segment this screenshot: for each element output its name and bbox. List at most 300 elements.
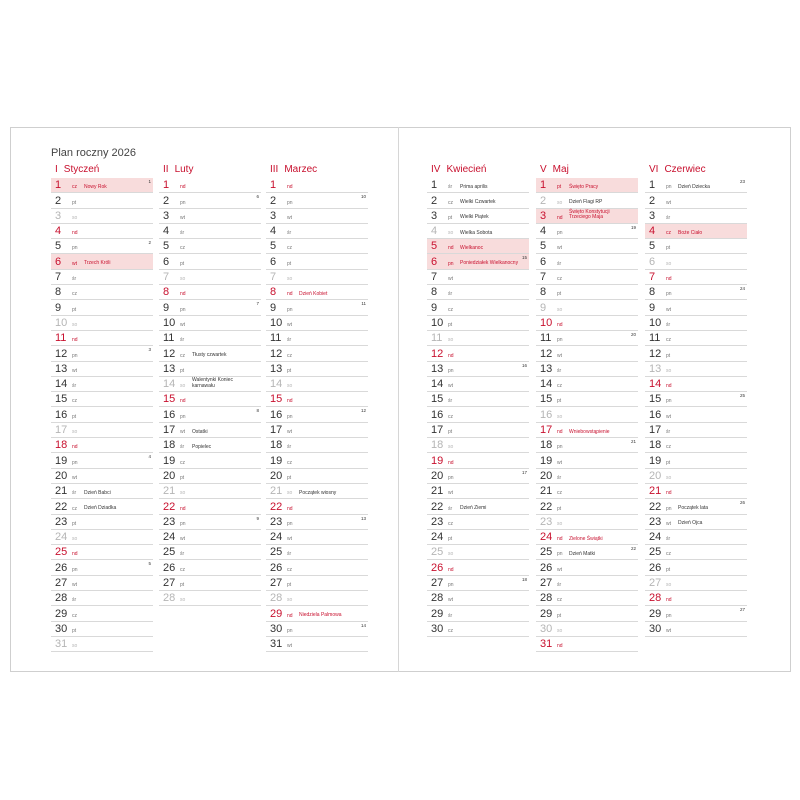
day-number: 19 bbox=[649, 454, 662, 467]
weekday-abbrev: cz bbox=[180, 245, 185, 252]
day-row bbox=[51, 346, 153, 361]
day-row bbox=[51, 209, 153, 224]
weekday-abbrev: cz bbox=[448, 199, 453, 206]
day-number: 8 bbox=[540, 286, 547, 299]
day-number: 27 bbox=[649, 577, 662, 590]
day-row bbox=[159, 239, 261, 254]
weekday-abbrev: wt bbox=[666, 413, 671, 420]
weekday-abbrev: pn bbox=[557, 337, 563, 344]
day-row bbox=[266, 300, 368, 315]
month-name: Czerwiec bbox=[664, 164, 706, 175]
weekday-abbrev: wt bbox=[448, 490, 453, 497]
day-number: 27 bbox=[270, 577, 283, 590]
day-event: Ostatki bbox=[192, 428, 208, 435]
weekday-abbrev: so bbox=[287, 597, 293, 604]
day-number: 5 bbox=[163, 240, 170, 253]
weekday-abbrev: pn bbox=[180, 199, 186, 206]
day-number: 1 bbox=[649, 179, 656, 192]
day-row bbox=[266, 224, 368, 239]
day-list bbox=[645, 178, 747, 637]
weekday-abbrev: pn bbox=[72, 566, 78, 573]
day-row bbox=[266, 193, 368, 208]
day-row bbox=[159, 484, 261, 499]
day-number: 22 bbox=[540, 500, 553, 513]
day-number: 13 bbox=[55, 362, 68, 375]
day-row bbox=[427, 606, 529, 621]
day-number: 10 bbox=[270, 316, 283, 329]
day-row bbox=[536, 576, 638, 591]
day-number: 30 bbox=[270, 622, 283, 635]
day-event: Poniedziałek Wielkanocny bbox=[460, 260, 519, 267]
month-header bbox=[536, 163, 638, 177]
weekday-abbrev: pt bbox=[180, 367, 185, 374]
day-number: 16 bbox=[540, 408, 553, 421]
weekday-abbrev: cz bbox=[287, 352, 292, 359]
day-number: 28 bbox=[649, 592, 662, 605]
month-header bbox=[51, 163, 153, 177]
day-number: 8 bbox=[55, 286, 62, 299]
weekday-abbrev: cz bbox=[72, 612, 77, 619]
weekday-abbrev: so bbox=[180, 276, 186, 283]
day-number: 28 bbox=[540, 592, 553, 605]
day-number: 6 bbox=[649, 255, 656, 268]
weekday-abbrev: śr bbox=[287, 337, 292, 344]
day-row bbox=[266, 270, 368, 285]
month-column-may bbox=[536, 163, 638, 652]
day-row bbox=[266, 316, 368, 331]
day-row bbox=[51, 331, 153, 346]
month-header bbox=[427, 163, 529, 177]
day-row bbox=[645, 484, 747, 499]
day-row bbox=[266, 453, 368, 468]
day-event: Dzień Babci bbox=[84, 489, 111, 496]
day-row bbox=[427, 438, 529, 453]
day-number: 4 bbox=[270, 225, 277, 238]
day-number: 24 bbox=[163, 531, 176, 544]
weekday-abbrev: wt bbox=[666, 627, 671, 634]
weekday-abbrev: pn bbox=[287, 520, 293, 527]
day-number: 16 bbox=[649, 408, 662, 421]
day-number: 18 bbox=[431, 439, 444, 452]
day-row bbox=[266, 346, 368, 361]
day-number: 6 bbox=[540, 255, 547, 268]
day-list bbox=[159, 178, 261, 606]
day-number: 30 bbox=[431, 622, 444, 635]
day-row bbox=[427, 530, 529, 545]
day-row bbox=[427, 178, 529, 193]
day-row bbox=[427, 622, 529, 637]
day-row bbox=[159, 331, 261, 346]
day-number: 1 bbox=[540, 179, 547, 192]
weekday-abbrev: nd bbox=[287, 505, 293, 512]
day-row bbox=[427, 224, 529, 239]
day-row bbox=[51, 316, 153, 331]
weekday-abbrev: cz bbox=[180, 566, 185, 573]
day-number: 12 bbox=[431, 347, 444, 360]
day-event: Wielkanoc bbox=[460, 244, 484, 251]
weekday-abbrev: pn bbox=[666, 398, 672, 405]
day-event: Wielki Czwartek bbox=[460, 199, 496, 206]
month-header bbox=[645, 163, 747, 177]
day-number: 9 bbox=[649, 301, 656, 314]
weekday-abbrev: śr bbox=[557, 582, 562, 589]
weekday-abbrev: pt bbox=[557, 398, 562, 405]
day-row bbox=[266, 499, 368, 514]
week-number: 9 bbox=[256, 515, 259, 521]
day-row bbox=[645, 469, 747, 484]
day-row bbox=[159, 423, 261, 438]
day-number: 6 bbox=[55, 255, 62, 268]
day-event: Dzień Flagi RP bbox=[569, 199, 603, 206]
day-row bbox=[645, 193, 747, 208]
day-row bbox=[536, 438, 638, 453]
day-row bbox=[427, 254, 529, 269]
day-number: 28 bbox=[431, 592, 444, 605]
month-column-april bbox=[427, 163, 529, 637]
month-roman: II bbox=[163, 164, 169, 175]
week-number: 8 bbox=[256, 408, 259, 414]
day-row bbox=[536, 637, 638, 652]
day-event: Wielki Piątek bbox=[460, 214, 489, 221]
weekday-abbrev: pn bbox=[180, 413, 186, 420]
day-number: 7 bbox=[649, 271, 656, 284]
day-row bbox=[427, 499, 529, 514]
day-number: 17 bbox=[270, 424, 283, 437]
day-list bbox=[51, 178, 153, 652]
weekday-abbrev: nd bbox=[287, 291, 293, 298]
week-number: 12 bbox=[360, 408, 366, 414]
weekday-abbrev: nd bbox=[180, 184, 186, 191]
weekday-abbrev: pt bbox=[72, 413, 77, 420]
day-number: 25 bbox=[649, 546, 662, 559]
day-number: 26 bbox=[431, 561, 444, 574]
day-row bbox=[266, 285, 368, 300]
day-row bbox=[51, 622, 153, 637]
day-number: 11 bbox=[270, 332, 282, 345]
weekday-abbrev: śr bbox=[72, 383, 77, 390]
weekday-abbrev: wt bbox=[557, 459, 562, 466]
day-number: 9 bbox=[431, 301, 438, 314]
day-number: 5 bbox=[55, 240, 62, 253]
month-roman: III bbox=[270, 164, 279, 175]
weekday-abbrev: so bbox=[180, 383, 186, 390]
day-row bbox=[645, 606, 747, 621]
day-row bbox=[427, 346, 529, 361]
weekday-abbrev: śr bbox=[448, 612, 453, 619]
day-number: 12 bbox=[270, 347, 283, 360]
weekday-abbrev: so bbox=[287, 490, 293, 497]
week-number: 19 bbox=[630, 224, 636, 230]
day-row bbox=[159, 285, 261, 300]
day-row bbox=[645, 239, 747, 254]
day-row bbox=[51, 239, 153, 254]
month-column-march bbox=[266, 163, 368, 652]
day-row bbox=[427, 576, 529, 591]
weekday-abbrev: śr bbox=[448, 398, 453, 405]
day-number: 27 bbox=[55, 577, 68, 590]
day-row bbox=[51, 545, 153, 560]
page-fold bbox=[398, 127, 399, 672]
day-number: 26 bbox=[649, 561, 662, 574]
week-number: 20 bbox=[630, 331, 636, 337]
day-number: 19 bbox=[55, 454, 68, 467]
day-number: 30 bbox=[649, 622, 662, 635]
day-number: 29 bbox=[540, 607, 553, 620]
day-row bbox=[51, 576, 153, 591]
day-number: 29 bbox=[649, 607, 662, 620]
weekday-abbrev: so bbox=[448, 337, 454, 344]
day-row bbox=[645, 407, 747, 422]
day-number: 17 bbox=[163, 424, 176, 437]
day-row bbox=[645, 576, 747, 591]
day-event: Wniebowstąpienie bbox=[569, 428, 610, 435]
week-number: 22 bbox=[630, 546, 636, 552]
weekday-abbrev: pn bbox=[448, 260, 454, 267]
day-row bbox=[645, 209, 747, 224]
weekday-abbrev: wt bbox=[72, 367, 77, 374]
week-number: 26 bbox=[739, 500, 745, 506]
day-row bbox=[51, 637, 153, 652]
day-number: 16 bbox=[163, 408, 176, 421]
day-row bbox=[159, 515, 261, 530]
day-number: 25 bbox=[431, 546, 444, 559]
day-row bbox=[645, 560, 747, 575]
day-row bbox=[536, 209, 638, 224]
weekday-abbrev: pt bbox=[72, 306, 77, 313]
day-row bbox=[159, 545, 261, 560]
weekday-abbrev: nd bbox=[448, 566, 454, 573]
weekday-abbrev: so bbox=[666, 582, 672, 589]
day-row bbox=[159, 316, 261, 331]
weekday-abbrev: cz bbox=[72, 291, 77, 298]
day-number: 7 bbox=[55, 271, 62, 284]
weekday-abbrev: so bbox=[448, 230, 454, 237]
day-row bbox=[266, 545, 368, 560]
weekday-abbrev: śr bbox=[72, 490, 77, 497]
day-number: 23 bbox=[270, 515, 283, 528]
day-row bbox=[266, 515, 368, 530]
day-event: Popielec bbox=[192, 443, 212, 450]
day-number: 9 bbox=[270, 301, 277, 314]
weekday-abbrev: nd bbox=[287, 398, 293, 405]
weekday-abbrev: so bbox=[557, 413, 563, 420]
day-number: 11 bbox=[649, 332, 661, 345]
day-row bbox=[645, 545, 747, 560]
weekday-abbrev: nd bbox=[287, 612, 293, 619]
day-number: 13 bbox=[163, 362, 176, 375]
day-event: Wielka Sobota bbox=[460, 229, 493, 236]
week-number: 17 bbox=[521, 469, 527, 475]
day-number: 22 bbox=[55, 500, 68, 513]
day-number: 17 bbox=[431, 424, 444, 437]
day-row bbox=[427, 300, 529, 315]
day-number: 17 bbox=[649, 424, 662, 437]
month-name: Kwiecień bbox=[446, 164, 487, 175]
day-number: 18 bbox=[163, 439, 176, 452]
weekday-abbrev: so bbox=[287, 383, 293, 390]
day-event: Dzień Kobiet bbox=[299, 290, 328, 297]
day-row bbox=[159, 591, 261, 606]
day-number: 11 bbox=[431, 332, 443, 345]
day-number: 8 bbox=[270, 286, 277, 299]
day-number: 12 bbox=[55, 347, 68, 360]
day-number: 7 bbox=[270, 271, 277, 284]
day-row bbox=[159, 193, 261, 208]
day-row bbox=[427, 209, 529, 224]
day-row bbox=[645, 331, 747, 346]
day-row bbox=[536, 423, 638, 438]
weekday-abbrev: nd bbox=[72, 230, 78, 237]
day-number: 22 bbox=[649, 500, 662, 513]
day-number: 10 bbox=[540, 316, 553, 329]
weekday-abbrev: pn bbox=[557, 230, 563, 237]
day-row bbox=[645, 224, 747, 239]
day-event: Początek wiosny bbox=[299, 489, 337, 496]
day-list bbox=[536, 178, 638, 652]
week-number: 5 bbox=[148, 561, 151, 567]
day-row bbox=[645, 362, 747, 377]
day-row bbox=[266, 407, 368, 422]
weekday-abbrev: śr bbox=[180, 337, 185, 344]
day-row bbox=[427, 453, 529, 468]
day-number: 2 bbox=[540, 194, 547, 207]
day-number: 4 bbox=[540, 225, 547, 238]
weekday-abbrev: so bbox=[557, 199, 563, 206]
day-row bbox=[427, 270, 529, 285]
weekday-abbrev: cz bbox=[287, 459, 292, 466]
day-number: 10 bbox=[55, 316, 68, 329]
day-row bbox=[159, 377, 261, 392]
month-column-june bbox=[645, 163, 747, 637]
day-row bbox=[427, 591, 529, 606]
day-number: 21 bbox=[649, 485, 662, 498]
weekday-abbrev: śr bbox=[557, 474, 562, 481]
weekday-abbrev: wt bbox=[557, 352, 562, 359]
day-row bbox=[427, 392, 529, 407]
day-number: 21 bbox=[270, 485, 283, 498]
weekday-abbrev: so bbox=[666, 260, 672, 267]
day-row bbox=[536, 499, 638, 514]
day-number: 23 bbox=[540, 515, 553, 528]
day-number: 24 bbox=[649, 531, 662, 544]
weekday-abbrev: pn bbox=[287, 413, 293, 420]
day-number: 14 bbox=[270, 378, 283, 391]
weekday-abbrev: śr bbox=[666, 536, 671, 543]
day-number: 24 bbox=[55, 531, 68, 544]
day-row bbox=[159, 438, 261, 453]
month-name: Maj bbox=[552, 164, 569, 175]
weekday-abbrev: cz bbox=[180, 459, 185, 466]
weekday-abbrev: pn bbox=[287, 199, 293, 206]
day-number: 6 bbox=[163, 255, 170, 268]
weekday-abbrev: pn bbox=[180, 520, 186, 527]
day-row bbox=[51, 362, 153, 377]
day-row bbox=[159, 407, 261, 422]
day-number: 11 bbox=[540, 332, 552, 345]
month-name: Luty bbox=[174, 164, 194, 175]
day-row bbox=[51, 499, 153, 514]
weekday-abbrev: pt bbox=[72, 627, 77, 634]
weekday-abbrev: pt bbox=[287, 582, 292, 589]
day-number: 21 bbox=[431, 485, 444, 498]
day-number: 24 bbox=[540, 531, 553, 544]
day-row bbox=[427, 407, 529, 422]
weekday-abbrev: cz bbox=[180, 352, 185, 359]
day-row bbox=[536, 193, 638, 208]
day-number: 29 bbox=[431, 607, 444, 620]
day-row bbox=[427, 545, 529, 560]
weekday-abbrev: pn bbox=[72, 459, 78, 466]
day-row bbox=[266, 484, 368, 499]
weekday-abbrev: pn bbox=[287, 306, 293, 313]
weekday-abbrev: nd bbox=[557, 429, 563, 436]
day-row bbox=[536, 270, 638, 285]
day-row bbox=[266, 209, 368, 224]
weekday-abbrev: wt bbox=[180, 429, 185, 436]
weekday-abbrev: pn bbox=[557, 444, 563, 451]
weekday-abbrev: nd bbox=[448, 459, 454, 466]
weekday-abbrev: wt bbox=[180, 321, 185, 328]
day-number: 4 bbox=[649, 225, 656, 238]
week-number: 16 bbox=[521, 362, 527, 368]
weekday-abbrev: pt bbox=[72, 199, 77, 206]
day-event: Dzień Ojca bbox=[678, 520, 703, 527]
weekday-abbrev: wt bbox=[557, 566, 562, 573]
weekday-abbrev: cz bbox=[666, 337, 671, 344]
weekday-abbrev: wt bbox=[448, 276, 453, 283]
month-column-february bbox=[159, 163, 261, 606]
day-event: Walentynki Koniec karnawału bbox=[192, 377, 233, 389]
day-number: 15 bbox=[163, 393, 176, 406]
day-event: Niedziela Palmowa bbox=[299, 612, 342, 619]
weekday-abbrev: wt bbox=[666, 520, 671, 527]
day-row bbox=[536, 622, 638, 637]
day-number: 3 bbox=[55, 209, 62, 222]
day-row bbox=[159, 392, 261, 407]
day-row bbox=[645, 591, 747, 606]
day-number: 17 bbox=[55, 424, 68, 437]
day-number: 15 bbox=[649, 393, 662, 406]
day-row bbox=[645, 285, 747, 300]
day-number: 13 bbox=[649, 362, 662, 375]
weekday-abbrev: so bbox=[448, 551, 454, 558]
day-row bbox=[427, 484, 529, 499]
day-row bbox=[266, 637, 368, 652]
weekday-abbrev: śr bbox=[557, 260, 562, 267]
day-number: 25 bbox=[270, 546, 283, 559]
day-number: 31 bbox=[55, 638, 68, 651]
day-row bbox=[536, 224, 638, 239]
weekday-abbrev: pn bbox=[448, 582, 454, 589]
plan-title: Plan roczny 2026 bbox=[51, 147, 136, 159]
day-row bbox=[266, 560, 368, 575]
day-number: 3 bbox=[163, 209, 170, 222]
day-number: 19 bbox=[163, 454, 176, 467]
week-number: 4 bbox=[148, 454, 151, 460]
weekday-abbrev: nd bbox=[557, 214, 563, 221]
day-number: 23 bbox=[431, 515, 444, 528]
day-row bbox=[159, 224, 261, 239]
weekday-abbrev: nd bbox=[557, 643, 563, 650]
weekday-abbrev: nd bbox=[448, 245, 454, 252]
weekday-abbrev: pt bbox=[287, 260, 292, 267]
weekday-abbrev: śr bbox=[180, 444, 185, 451]
day-number: 3 bbox=[431, 209, 438, 222]
day-row bbox=[159, 499, 261, 514]
day-row bbox=[51, 423, 153, 438]
day-row bbox=[427, 362, 529, 377]
day-row bbox=[51, 484, 153, 499]
